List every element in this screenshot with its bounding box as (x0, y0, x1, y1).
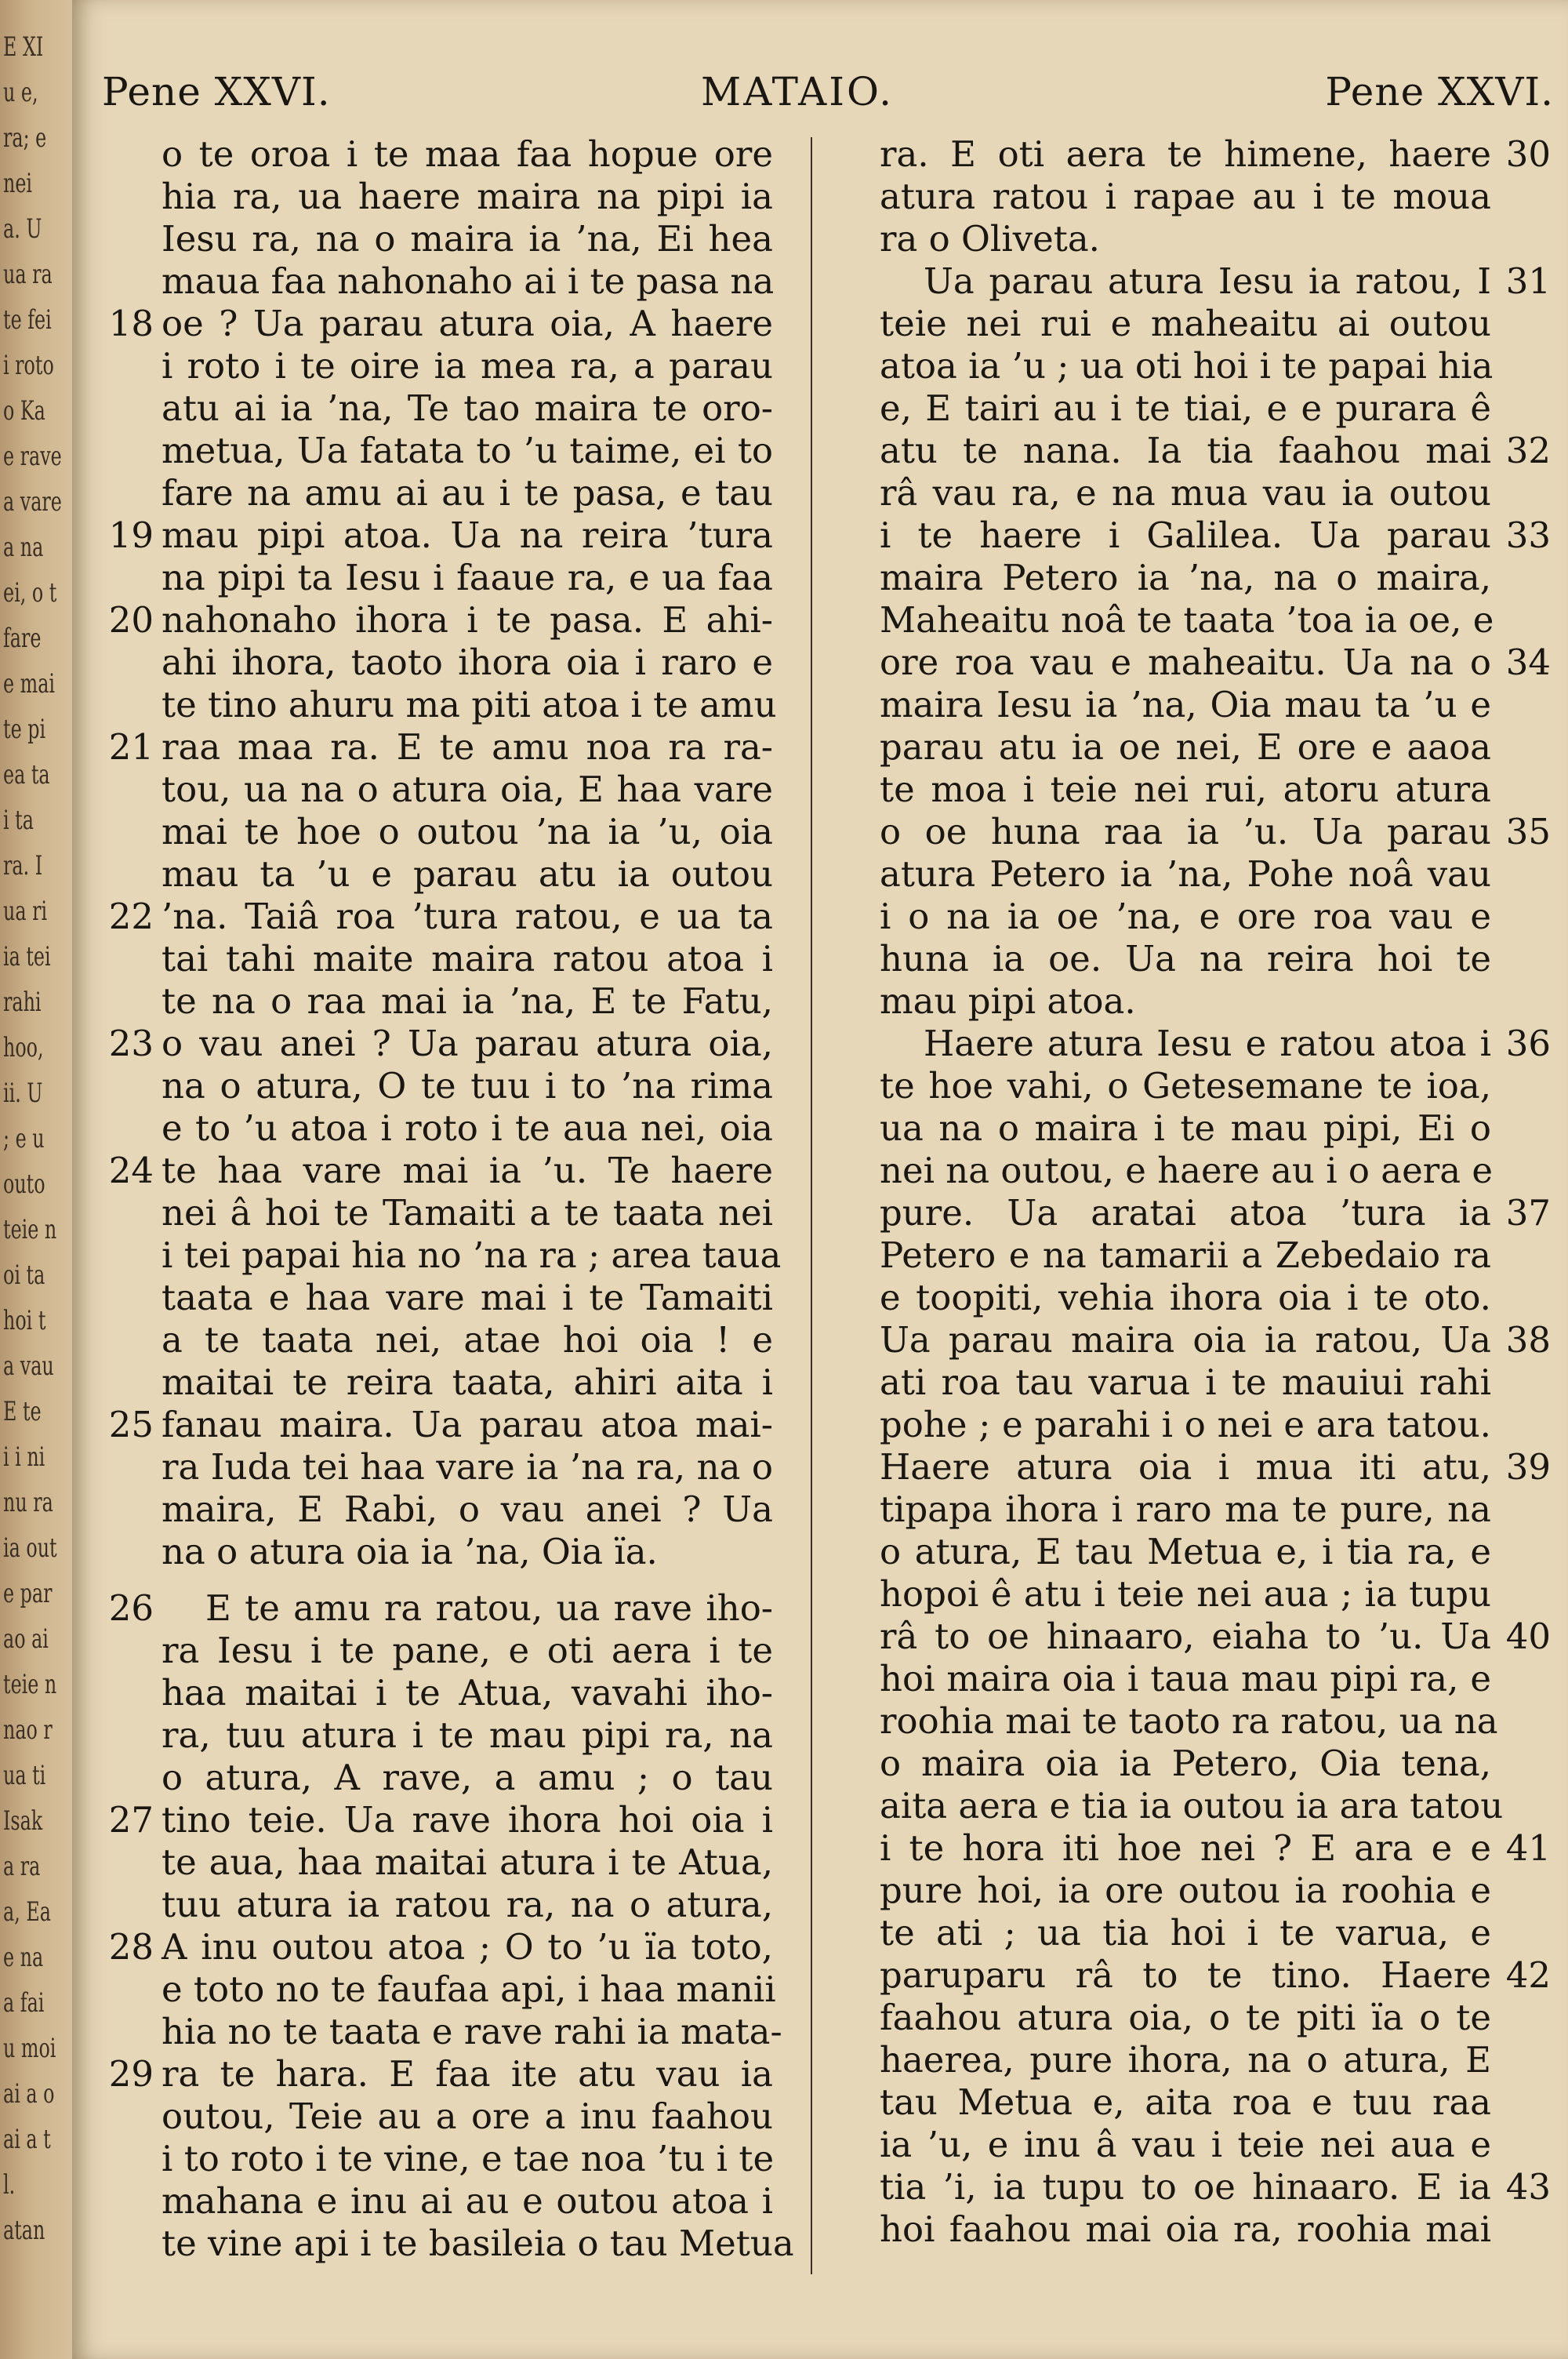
text-line (880, 1150, 1494, 1192)
line-text: fanau maira. Ua parau atoa mai- (162, 1404, 773, 1445)
facing-page-fragment: ii. U (3, 1078, 43, 1109)
line-text: te hoe vahi, o Getesemane te ioa, (880, 1065, 1491, 1107)
line-text: E te amu ra ratou, ua rave iho- (205, 1587, 773, 1629)
verse-number: 21 (108, 726, 154, 768)
text-line (108, 1404, 773, 1446)
verse-number: 28 (108, 1926, 154, 1968)
facing-page-fragment: e par (3, 1578, 53, 1609)
facing-page-fragment: nu ra (3, 1487, 53, 1518)
text-line (108, 2053, 773, 2095)
facing-page-fragment: ei, o t (3, 577, 57, 609)
text-line (880, 472, 1491, 514)
text-line (880, 218, 1491, 260)
facing-page-fragment: e rave (3, 441, 62, 472)
verse-number: 42 (1505, 1954, 1551, 1996)
line-text: hia no te taata e rave rahi ia mata- (162, 2011, 782, 2052)
line-text: e, E tairi au i te tiai, e e purara ê (880, 387, 1491, 429)
text-line (108, 303, 773, 345)
paragraph-gap (162, 1573, 863, 1587)
line-text: hopoi ê atu i teie nei aua ; ia tupu (880, 1573, 1491, 1615)
line-text: ra, tuu atura i te mau pipi ra, na (162, 1714, 773, 1756)
facing-page-fragment: ea ta (3, 759, 50, 791)
text-line (162, 938, 773, 980)
text-line (880, 1912, 1491, 1954)
facing-page-fragment: fare (3, 623, 42, 654)
line-text: mahana e inu ai au e outou atoa i (162, 2180, 773, 2222)
facing-page-edge (0, 0, 72, 2359)
facing-page-fragment: hoi t (3, 1305, 46, 1336)
facing-page-fragment: te pi (3, 714, 46, 745)
line-text: te vine api i te basileia o tau Metua (162, 2223, 794, 2264)
line-text: ’na. Taiâ roa ’tura ratou, e ua ta (162, 896, 773, 937)
line-text: haa maitai i te Atua, vavahi iho- (162, 1672, 773, 1714)
facing-page-fragment: i i ni (3, 1441, 45, 1473)
verse-number: 43 (1505, 2166, 1551, 2208)
text-line (108, 599, 773, 642)
line-text: pohe ; e parahi i o nei e ara tatou. (880, 1404, 1491, 1445)
text-line (880, 1319, 1551, 1361)
line-text: maira Iesu ia ’na, Oia mau ta ’u e (880, 684, 1491, 725)
line-text: raa maa ra. E te amu noa ra ra- (162, 726, 773, 768)
line-text: o oe huna raa ia ’u. Ua parau (880, 811, 1491, 852)
line-text: o atura, E tau Metua e, i tia ra, e (880, 1531, 1491, 1572)
text-line (108, 514, 773, 557)
facing-page-fragment: i ta (3, 805, 34, 836)
text-line (108, 1023, 773, 1065)
text-line (880, 1785, 1504, 1827)
line-text: Iesu ra, na o maira ia ’na, Ei hea (162, 218, 773, 260)
text-line (162, 176, 773, 218)
text-line (880, 811, 1551, 853)
line-text: e to ’u atoa i roto i te aua nei, oia (162, 1107, 773, 1149)
text-line (880, 938, 1491, 980)
text-line (162, 345, 773, 387)
text-line (880, 260, 1551, 303)
text-line (880, 345, 1494, 387)
text-line (880, 1277, 1491, 1319)
line-text: i o na ia oe ’na, e ore roa vau e (880, 896, 1491, 937)
verse-number: 22 (108, 896, 154, 937)
line-text: tou, ua na o atura oia, E haa vare (162, 769, 773, 810)
line-text: paruparu râ to te tino. Haere (880, 1954, 1491, 1996)
facing-page-fragment: u e, (3, 77, 38, 108)
text-line (162, 1234, 782, 1277)
facing-page-fragment: a, Ea (3, 1896, 51, 1928)
text-line (880, 430, 1551, 472)
text-line (162, 1531, 773, 1573)
text-line (162, 133, 773, 176)
text-line (880, 1023, 1551, 1065)
text-line (880, 1954, 1551, 1997)
line-text: tai tahi maite maira ratou atoa i (162, 938, 773, 980)
line-text: ra Iesu i te pane, e oti aera i te (162, 1630, 773, 1671)
line-text: ati roa tau varua i te mauiui rahi (880, 1361, 1491, 1403)
text-line (162, 2138, 773, 2180)
line-text: râ to oe hinaaro, eiaha to ’u. Ua (880, 1616, 1491, 1657)
facing-page-fragment: teie n (3, 1214, 57, 1245)
line-text: o maira oia ia Petero, Oia tena, (880, 1743, 1491, 1784)
text-line (108, 726, 773, 769)
facing-page-fragment: oi ta (3, 1259, 45, 1291)
line-text: ahi ihora, taoto ihora oia i raro e (162, 642, 773, 683)
facing-page-fragment: outo (3, 1169, 45, 1200)
line-text: atoa ia ’u ; ua oti hoi i te papai hia (880, 345, 1494, 387)
line-text: teie nei rui e maheaitu ai outou (880, 303, 1491, 344)
line-text: tia ’i, ia tupu to oe hinaaro. E ia (880, 2166, 1491, 2208)
text-line (880, 642, 1551, 684)
line-text: Maheaitu noâ te taata ’toa ia oe, e (880, 599, 1494, 641)
line-text: atu ai ia ’na, Te tao maira te oro- (162, 387, 773, 429)
text-line (880, 1700, 1498, 1743)
line-text: tau Metua e, aita roa e tuu raa (880, 2081, 1491, 2123)
text-line (108, 1150, 773, 1192)
text-line (108, 896, 773, 938)
text-line (880, 1870, 1491, 1912)
verse-number: 29 (108, 2053, 154, 2095)
line-text: Petero e na tamarii a Zebedaio ra (880, 1234, 1491, 1276)
line-text: tuu atura ia ratou ra, na o atura, (162, 1884, 773, 1925)
line-text: te ati ; ua tia hoi i te varua, e (880, 1912, 1491, 1954)
line-text: outou, Teie au a ore a inu faahou (162, 2095, 773, 2137)
verse-number: 41 (1505, 1827, 1551, 1869)
text-line (162, 642, 773, 684)
text-line (880, 514, 1551, 557)
verse-number: 38 (1505, 1319, 1551, 1361)
text-line (162, 1714, 773, 1757)
line-text: parau atu ia oe nei, E ore e aaoa (880, 726, 1491, 768)
text-line (162, 260, 773, 303)
text-line (162, 684, 777, 726)
text-line (880, 1107, 1491, 1150)
facing-page-fragment: ia out (3, 1532, 57, 1564)
line-text: i te hora iti hoe nei ? E ara e e (880, 1827, 1491, 1869)
line-text: tipapa ihora i raro ma te pure, na (880, 1488, 1491, 1530)
text-line (162, 811, 773, 853)
line-text: Ua parau atura Iesu ia ratou, I (924, 260, 1491, 302)
line-text: oe ? Ua parau atura oia, A haere (162, 303, 773, 344)
line-text: te moa i teie nei rui, atoru atura (880, 769, 1491, 810)
text-line (108, 1926, 773, 1968)
line-text: Haere atura oia i mua iti atu, (880, 1446, 1491, 1488)
right-text-column (809, 133, 1551, 2251)
text-line (880, 980, 1491, 1023)
text-line (162, 980, 773, 1023)
text-line (880, 1446, 1551, 1488)
line-text: ra te hara. E faa ite atu vau ia (162, 2053, 773, 2095)
line-text: metua, Ua fatata to ’u taime, ei to (162, 430, 773, 471)
text-line (880, 133, 1551, 176)
line-text: pure hoi, ia ore outou ia roohia e (880, 1870, 1491, 1911)
line-text: i te haere i Galilea. Ua parau (880, 514, 1491, 556)
line-text: maira, E Rabi, o vau anei ? Ua (162, 1488, 773, 1530)
text-line (162, 1065, 773, 1107)
text-line (880, 1234, 1491, 1277)
line-text: huna ia oe. Ua na reira hoi te (880, 938, 1491, 980)
text-line (880, 1531, 1491, 1573)
text-line (162, 387, 773, 430)
verse-number: 23 (108, 1023, 154, 1064)
text-line (108, 1587, 773, 1630)
facing-page-fragment: a vare (3, 486, 62, 518)
line-text: râ vau ra, e na mua vau ia outou (880, 472, 1491, 514)
line-text: te aua, haa maitai atura i te Atua, (162, 1841, 773, 1883)
text-line (880, 1616, 1551, 1658)
text-line (880, 896, 1491, 938)
text-line (162, 557, 773, 599)
line-text: i tei papai hia no ’na ra ; area taua (162, 1234, 782, 1276)
text-line (880, 1192, 1551, 1234)
text-line (880, 1573, 1491, 1616)
line-text: Ua parau maira oia ia ratou, Ua (880, 1319, 1491, 1361)
facing-page-fragment: nei (3, 168, 33, 199)
facing-page-fragment: Isak (3, 1805, 43, 1837)
text-line (880, 2039, 1491, 2081)
text-line (162, 1630, 773, 1672)
facing-page-fragment: l. (3, 2169, 16, 2201)
facing-page-fragment: ra; e (3, 122, 47, 154)
text-line (162, 853, 773, 896)
line-text: pure. Ua aratai atoa ’tura ia (880, 1192, 1491, 1234)
verse-number: 30 (1505, 133, 1551, 175)
text-line (880, 1361, 1491, 1404)
line-text: maua faa nahonaho ai i te pasa na (162, 260, 775, 302)
text-line (162, 1107, 773, 1150)
verse-number: 18 (108, 303, 154, 344)
text-line (880, 2081, 1491, 2124)
facing-page-fragment: e na (3, 1942, 44, 1973)
text-line (162, 2223, 794, 2265)
verse-number: 26 (108, 1587, 154, 1629)
line-text: ua na o maira i te mau pipi, Ei o (880, 1107, 1491, 1149)
line-text: te haa vare mai ia ’u. Te haere (162, 1150, 773, 1191)
verse-number: 19 (108, 514, 154, 556)
text-line (162, 1446, 773, 1488)
text-line (162, 769, 773, 811)
line-text: mau pipi atoa. (880, 980, 1136, 1022)
text-line (880, 303, 1491, 345)
facing-page-fragment: u moi (3, 2033, 56, 2064)
verse-number: 40 (1505, 1616, 1551, 1657)
text-line (162, 1361, 773, 1404)
line-text: e toto no te faufaa api, i haa manii (162, 1968, 776, 2010)
left-text-column (108, 133, 863, 2265)
facing-page-fragment: hoo, (3, 1032, 44, 1063)
line-text: na o atura, O te tuu i to ’na rima (162, 1065, 773, 1107)
verse-number: 25 (108, 1404, 154, 1445)
verse-number: 33 (1505, 514, 1551, 556)
line-text: maira Petero ia ’na, na o maira, (880, 557, 1491, 598)
running-head-left: Pene XXVI. (102, 69, 331, 114)
line-text: ia ’u, e inu â vau i teie nei aua e (880, 2124, 1491, 2165)
facing-page-fragment: a. U (3, 213, 42, 245)
line-text: o te oroa i te maa faa hopue ore (162, 133, 773, 175)
text-line (162, 2011, 782, 2053)
line-text: tino teie. Ua rave ihora hoi oia i (162, 1799, 773, 1841)
text-line (162, 2095, 773, 2138)
facing-page-fragment: ua ra (3, 259, 53, 290)
facing-page-fragment: a ra (3, 1851, 41, 1882)
line-text: atura ratou i rapae au i te moua (880, 176, 1491, 217)
verse-number: 32 (1505, 430, 1551, 471)
text-line (162, 218, 773, 260)
facing-page-fragment: i roto (3, 350, 54, 381)
line-text: haerea, pure ihora, na o atura, E (880, 2039, 1491, 2081)
facing-page-fragment: ra. I (3, 850, 43, 881)
facing-page-fragment: atan (3, 2215, 45, 2246)
text-line (162, 1757, 773, 1799)
text-line (162, 1319, 773, 1361)
verse-number: 34 (1505, 642, 1551, 683)
text-line (880, 853, 1491, 896)
line-text: i roto i te oire ia mea ra, a parau (162, 345, 773, 387)
line-text: roohia mai te taoto ra ratou, ua na (880, 1700, 1498, 1742)
text-line (162, 1277, 773, 1319)
line-text: te tino ahuru ma piti atoa i te amu (162, 684, 777, 725)
line-text: Haere atura Iesu e ratou atoa i (924, 1023, 1491, 1064)
line-text: faahou atura oia, o te piti ïa o te (880, 1997, 1491, 2038)
line-text: mau ta ’u e parau atu ia outou (162, 853, 773, 895)
line-text: te na o raa mai ia ’na, E te Fatu, (162, 980, 773, 1022)
text-line (880, 1404, 1491, 1446)
text-line (162, 1192, 773, 1234)
facing-page-fragment: ; e u (3, 1123, 45, 1154)
text-line (880, 176, 1491, 218)
line-text: fare na amu ai au i te pasa, e tau (162, 472, 773, 514)
facing-page-fragment: a vau (3, 1350, 54, 1382)
text-line (880, 1488, 1491, 1531)
line-text: maitai te reira taata, ahiri aita i (162, 1361, 773, 1403)
text-line (880, 2166, 1551, 2208)
text-line (880, 1997, 1491, 2039)
verse-number: 20 (108, 599, 154, 641)
line-text: i to roto i te vine, e tae noa ’tu i te (162, 2138, 775, 2179)
text-line (880, 2124, 1491, 2166)
line-text: A inu outou atoa ; O to ’u ïa toto, (162, 1926, 773, 1968)
line-text: aita aera e tia ia outou ia ara tatou (880, 1785, 1504, 1826)
line-text: ra o Oliveta. (880, 218, 1100, 260)
verse-number: 27 (108, 1799, 154, 1841)
text-line (880, 684, 1491, 726)
facing-page-fragment: teie n (3, 1669, 57, 1700)
text-line (162, 1968, 776, 2011)
verse-number: 35 (1505, 811, 1551, 852)
facing-page-fragment: ua ri (3, 896, 48, 927)
line-text: ra. E oti aera te himene, haere (880, 133, 1491, 175)
facing-page-fragment: E te (3, 1396, 42, 1427)
text-line (880, 1827, 1551, 1870)
line-text: atu te nana. Ia tia faahou mai (880, 430, 1491, 471)
line-text: mai te hoe o outou ’na ia ’u, oia (162, 811, 773, 852)
running-head-title: MATAIO. (701, 69, 894, 114)
text-line (162, 472, 773, 514)
line-text: mau pipi atoa. Ua na reira ’tura (162, 514, 773, 556)
line-text: ore roa vau e maheaitu. Ua na o (880, 642, 1491, 683)
text-line (880, 557, 1491, 599)
line-text: o vau anei ? Ua parau atura oia, (162, 1023, 773, 1064)
facing-page-fragment: ua ti (3, 1760, 46, 1791)
text-line (880, 726, 1491, 769)
line-text: o atura, A rave, a amu ; o tau (162, 1757, 773, 1798)
line-text: hoi maira oia i taua mau pipi ra, e (880, 1658, 1491, 1699)
text-line (162, 1841, 773, 1884)
line-text: nei na outou, e haere au i o aera e (880, 1150, 1494, 1191)
line-text: hoi faahou mai oia ra, roohia mai (880, 2208, 1491, 2250)
facing-page-fragment: a na (3, 532, 44, 563)
line-text: nei â hoi te Tamaiti a te taata nei (162, 1192, 773, 1234)
line-text: taata e haa vare mai i te Tamaiti (162, 1277, 773, 1318)
line-text: ra Iuda tei haa vare ia ’na ra, na o (162, 1446, 773, 1488)
text-line (880, 2208, 1491, 2251)
facing-page-fragment: ai a t (3, 2124, 51, 2155)
line-text: hia ra, ua haere maira na pipi ia (162, 176, 773, 217)
facing-page-fragment: o Ka (3, 395, 45, 427)
text-line (880, 1658, 1491, 1700)
verse-number: 37 (1505, 1192, 1551, 1234)
verse-number: 39 (1505, 1446, 1551, 1488)
running-head-right: Pene XXVI. (1325, 69, 1554, 114)
verse-number: 24 (108, 1150, 154, 1191)
text-line (162, 430, 773, 472)
facing-page-fragment: E XI (3, 31, 44, 63)
text-line (162, 1884, 773, 1926)
facing-page-fragment: a fai (3, 1987, 45, 2019)
line-text: a te taata nei, atae hoi oia ! e (162, 1319, 773, 1361)
text-line (108, 1799, 773, 1841)
verse-number: 31 (1505, 260, 1551, 302)
facing-page-fragment: rahi (3, 987, 42, 1018)
line-text: nahonaho ihora i te pasa. E ahi- (162, 599, 773, 641)
text-line (162, 1672, 773, 1714)
facing-page-fragment: e mai (3, 668, 56, 700)
line-text: na pipi ta Iesu i faaue ra, e ua faa (162, 557, 773, 598)
facing-page-fragment: te fei (3, 304, 52, 336)
line-text: e toopiti, vehia ihora oia i te oto. (880, 1277, 1491, 1318)
text-line (880, 1743, 1491, 1785)
text-line (162, 2180, 773, 2223)
text-line (880, 599, 1494, 642)
text-line (880, 1065, 1491, 1107)
text-line (880, 387, 1491, 430)
text-line (880, 769, 1491, 811)
facing-page-fragment: nao r (3, 1714, 53, 1746)
book-page (72, 0, 1568, 2359)
facing-page-fragment: ao ai (3, 1623, 49, 1655)
facing-page-fragment: ia tei (3, 941, 51, 972)
text-line (162, 1488, 773, 1531)
facing-page-fragment: ai a o (3, 2078, 55, 2110)
verse-number: 36 (1505, 1023, 1551, 1064)
line-text: atura Petero ia ’na, Pohe noâ vau (880, 853, 1491, 895)
line-text: na o atura oia ia ’na, Oia ïa. (162, 1531, 658, 1572)
